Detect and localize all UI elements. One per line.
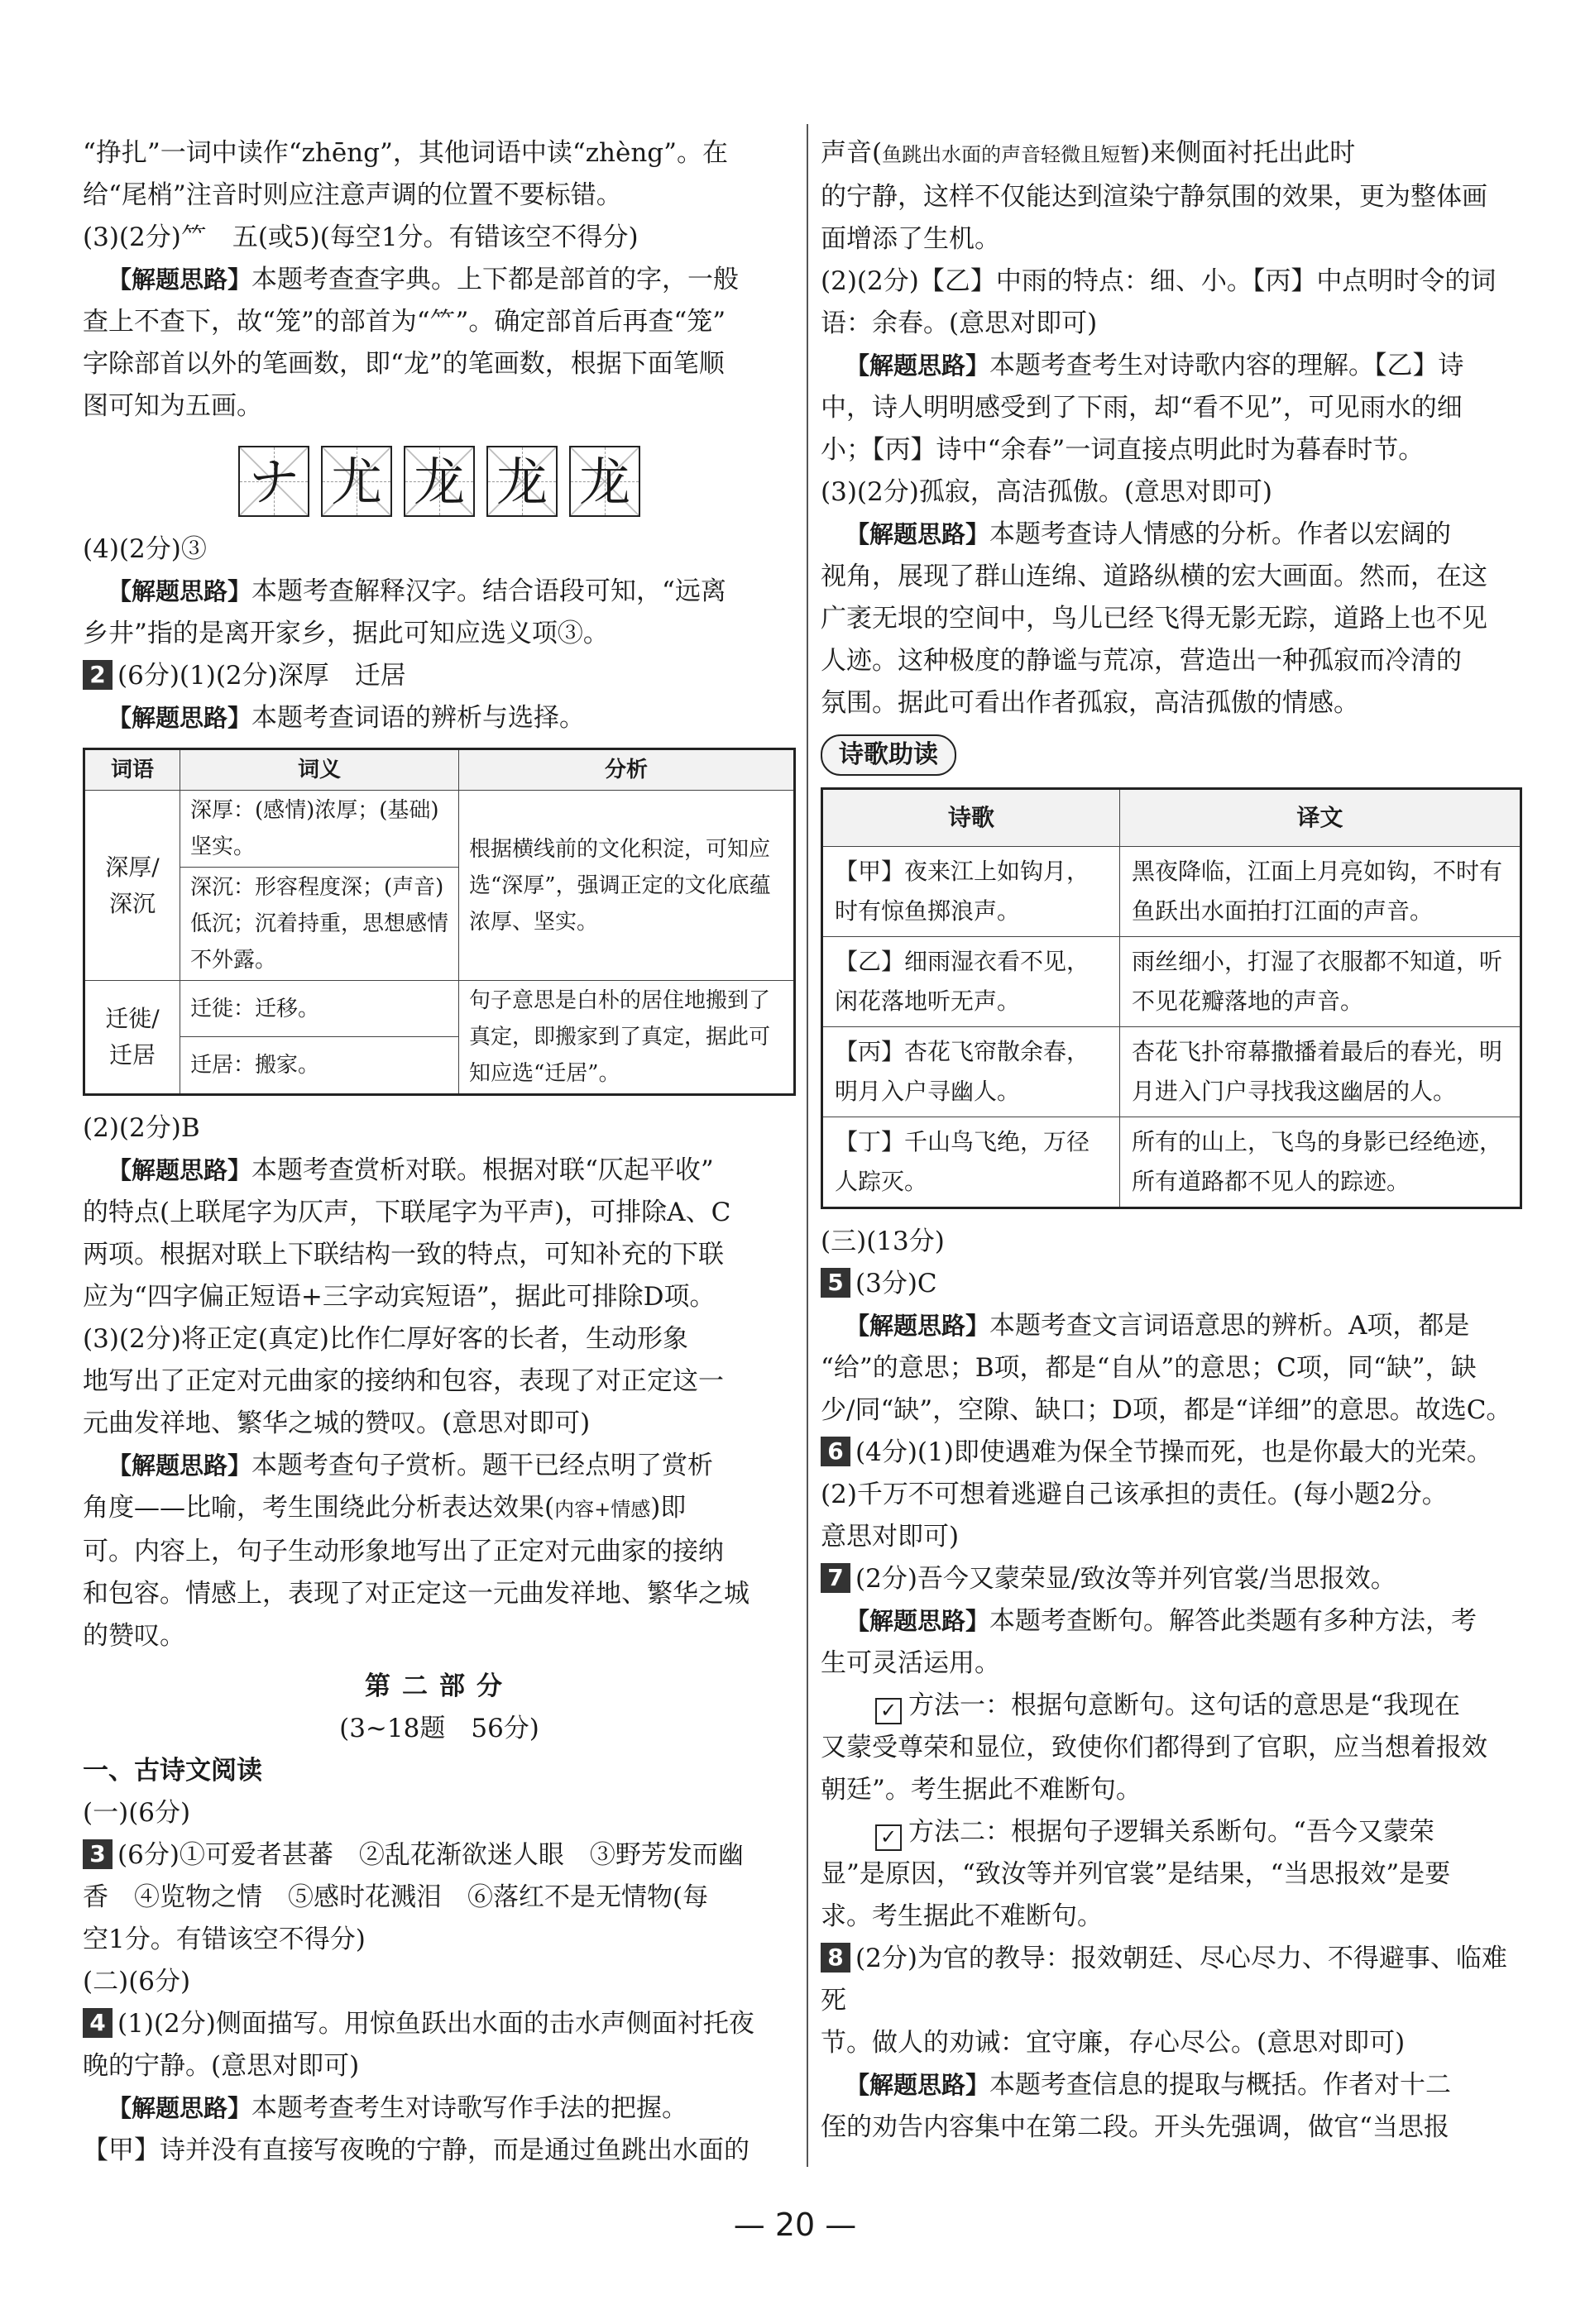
text-line: 查上不查下，故“笼”的部首为“⺮”。确定部首后再查“笼” (83, 307, 726, 337)
text-line: 可。内容上，句子生动形象地写出了正定对元曲家的接纳 (83, 1537, 724, 1566)
text-line: 显”是原因，“致汝等并列官裳”是结果，“当思报效”是要 (821, 1859, 1451, 1889)
table-cell: 【乙】细雨湿衣看不见，闲花落地听无声。 (822, 937, 1120, 1027)
text-line: 的赞叹。 (83, 1621, 185, 1651)
text-line: 氛围。据此可看出作者孤寂，高洁孤傲的情感。 (821, 688, 1359, 718)
text-line: 又蒙受尊荣和显位，致使你们都得到了官职，应当想着报效 (821, 1733, 1487, 1762)
text-line: 中，诗人明明感受到了下雨，却“看不见”，可见雨水的细 (821, 393, 1463, 423)
stroke-step: 龙 (569, 446, 640, 517)
text-line: 意思对即可) (821, 1522, 960, 1552)
stroke-step: ナ (238, 446, 309, 517)
text-line: “挣扎”一词中读作“zhēng”，其他词语中读“zhèng”。在 (83, 138, 728, 168)
stroke-step: 龙 (404, 446, 475, 517)
table-cell: 【丁】千山鸟飞绝，万径人踪灭。 (822, 1117, 1120, 1208)
question-5: 5 (3分)C (821, 1263, 1525, 1305)
text-line: 求。考生据此不难断句。 (821, 1901, 1103, 1931)
text-line: (3)(2分)将正定(真定)比作仁厚好客的长者，生动形象 (83, 1324, 689, 1354)
left-column (83, 132, 796, 2172)
analysis-paragraph: 【解题思路】本题考查赏析对联。根据对联“仄起平收” (108, 1155, 714, 1185)
table-cell: 迁徙：迁移。 (180, 981, 459, 1037)
table-cell: 【丙】杏花飞帘散余春，明月入户寻幽人。 (822, 1027, 1120, 1117)
method-paragraph: ✓ 方法一：根据句意断句。这句话的意思是“我现在 (821, 1685, 1525, 1727)
text-line: 晚的宁静。(意思对即可) (83, 2051, 360, 2081)
question-number: 4 (83, 2008, 113, 2038)
text-line: 乡井”指的是离开家乡，据此可知应选义项③。 (83, 619, 609, 648)
text-line: 人迹。这种极度的静谧与荒凉，营造出一种孤寂而冷清的 (821, 646, 1462, 676)
checkbox-icon: ✓ (875, 1698, 902, 1724)
question-number: 5 (821, 1268, 850, 1298)
text-line: (2)千万不可想着逃避自己该承担的责任。(每小题2分。 (821, 1480, 1448, 1509)
text-line: 空1分。有错该空不得分) (83, 1925, 366, 1954)
part-title: 第二部分 (365, 1671, 514, 1701)
text-line: 视角，展现了群山连绵、道路纵横的宏大画面。然而，在这 (821, 562, 1487, 591)
text-line: (3)(2分)孤寂，高洁孤傲。(意思对即可) (821, 477, 1273, 507)
question-8: 8 (2分)为官的教导：报效朝廷、尽心尽力、不得避事、临难死 (821, 1944, 1507, 2016)
table-header: 词语 (84, 749, 180, 791)
text-line: 角度——比喻，考生围绕此分析表达效果(内容+情感)即 (83, 1493, 687, 1523)
text-line: 广袤无垠的空间中，鸟儿已经飞得无影无踪，道路上也不见 (821, 604, 1487, 634)
analysis-tag: 【解题思路】 (108, 265, 252, 294)
question-4: 4 (1)(2分)侧面描写。用惊鱼跃出水面的击水声侧面衬托夜 (83, 2003, 796, 2045)
word-analysis-table (83, 748, 796, 1096)
table-cell: 雨丝细小，打湿了衣服都不知道，听不见花瓣落地的声音。 (1120, 937, 1521, 1027)
text-line: 图可知为五画。 (83, 391, 262, 421)
subsection-heading: (三)(13分) (821, 1227, 945, 1256)
text-line: 字除部首以外的笔画数，即“龙”的笔画数，根据下面笔顺 (83, 349, 725, 379)
text-line: (2)(2分)【乙】中雨的特点：细、小。【丙】中点明时令的词 (821, 266, 1497, 296)
text-line: 语：余春。(意思对即可) (821, 308, 1098, 338)
text-line: 少/同“缺”，空隙、缺口；D项，都是“详细”的意思。故选C。 (821, 1395, 1512, 1425)
text-line: 朝廷”。考生据此不难断句。 (821, 1775, 1142, 1805)
question-number: 2 (83, 660, 113, 690)
table-cell: 句子意思是白朴的居住地搬到了真定，即搬家到了真定，据此可知应选“迁居”。 (459, 981, 795, 1095)
text-line: 地写出了正定对元曲家的接纳和包容，表现了对正定这一 (83, 1366, 724, 1396)
analysis-paragraph: 【解题思路】本题考查考生对诗歌内容的理解。【乙】诗 (845, 351, 1464, 380)
section-heading: 一、古诗文阅读 (83, 1756, 262, 1786)
question-number: 8 (821, 1943, 850, 1973)
text-line: “给”的意思；B项，都是“自从”的意思；C项，同“缺”，缺 (821, 1353, 1477, 1383)
analysis-paragraph: 【解题思路】本题考查查字典。上下都是部首的字，一般 (108, 265, 740, 294)
text-line: 的特点(上联尾字为仄声，下联尾字为平声)，可排除A、C (83, 1198, 731, 1227)
poem-translation-table (821, 787, 1522, 1209)
text-line: 侄的劝告内容集中在第二段。开头先强调，做官“当思报 (821, 2112, 1449, 2142)
part-subtitle: (3~18题 56分) (339, 1714, 539, 1743)
question-7: 7 (2分)吾今又蒙荣显/致汝等并列官裳/当思报效。 (821, 1558, 1525, 1600)
analysis-paragraph: 【解题思路】本题考查句子赏析。题干已经点明了赏析 (108, 1451, 714, 1480)
text-line: (2)(2分)B (83, 1113, 200, 1143)
analysis-paragraph: 【解题思路】本题考查断句。解答此类题有多种方法，考 (845, 1606, 1477, 1636)
question-number: 7 (821, 1563, 850, 1593)
text-line: (3)(2分)⺮ 五(或5)(每空1分。有错该空不得分) (83, 222, 639, 252)
subsection-heading: (二)(6分) (83, 1967, 191, 1996)
text-line: 和包容。情感上，表现了对正定这一元曲发祥地、繁华之城 (83, 1579, 750, 1609)
text-line: 节。做人的劝诫：宜守廉，存心尽公。(意思对即可) (821, 2028, 1406, 2058)
table-header: 分析 (459, 749, 795, 791)
table-cell: 杏花飞扑帘幕撒播着最后的春光，明月进入门户寻找我这幽居的人。 (1120, 1027, 1521, 1117)
table-cell: 黑夜降临，江面上月亮如钩，不时有鱼跃出水面拍打江面的声音。 (1120, 847, 1521, 937)
column-divider (807, 124, 808, 2167)
table-header: 诗歌 (822, 789, 1120, 847)
analysis-paragraph: 【解题思路】本题考查诗人情感的分析。作者以宏阔的 (845, 519, 1452, 549)
table-cell: 迁居：搬家。 (180, 1037, 459, 1095)
question-6: 6 (4分)(1)即使遇难为保全节操而死，也是你最大的光荣。 (821, 1432, 1525, 1474)
checkbox-icon: ✓ (875, 1824, 902, 1851)
text-line: (4)(2分)③ (83, 534, 207, 564)
question-number: 6 (821, 1437, 850, 1466)
analysis-paragraph: 【解题思路】本题考查文言词语意思的辨析。A项，都是 (845, 1311, 1470, 1341)
text-line: 小；【丙】诗中“余春”一词直接点明此时为暮春时节。 (821, 435, 1425, 465)
analysis-paragraph: 【解题思路】本题考查信息的提取与概括。作者对十二 (845, 2070, 1452, 2100)
stroke-step: 龙 (486, 446, 558, 517)
table-cell: 根据横线前的文化积淀，可知应选“深厚”，强调正定的文化底蕴浓厚、坚实。 (459, 791, 795, 981)
text-line: 生可灵活运用。 (821, 1648, 1000, 1678)
table-header: 译文 (1120, 789, 1521, 847)
text-line: 面增添了生机。 (821, 224, 1000, 254)
table-cell: 深厚/深沉 (84, 791, 180, 981)
analysis-paragraph: 【解题思路】本题考查词语的辨析与选择。 (108, 703, 586, 733)
page-number: — 20 — (733, 2207, 857, 2243)
table-cell: 迁徙/迁居 (84, 981, 180, 1095)
text-line: 两项。根据对联上下联结构一致的特点，可知补充的下联 (83, 1240, 724, 1270)
text-line: 【甲】诗并没有直接写夜晚的宁静，而是通过鱼跳出水面的 (83, 2135, 750, 2165)
analysis-paragraph: 【解题思路】本题考查解释汉字。结合语段可知，“远离 (108, 576, 726, 606)
question-number: 3 (83, 1839, 113, 1869)
stroke-step: 尤 (321, 446, 392, 517)
table-cell: 深沉：形容程度深；(声音)低沉；沉着持重，思想感情不外露。 (180, 868, 459, 981)
table-header: 词义 (180, 749, 459, 791)
text-line: 给“尾梢”注音时则应注意声调的位置不要标错。 (83, 180, 622, 210)
question-2: 2 (6分)(1)(2分)深厚 迁居 (83, 655, 796, 697)
right-column (821, 132, 1525, 2149)
poem-help-title: 诗歌助读 (821, 734, 956, 776)
subsection-heading: (一)(6分) (83, 1798, 191, 1828)
table-cell: 深厚：(感情)浓厚；(基础)坚实。 (180, 791, 459, 868)
table-cell: 所有的山上，飞鸟的身影已经绝迹，所有道路都不见人的踪迹。 (1120, 1117, 1521, 1208)
stroke-order-figure (83, 446, 796, 517)
text-line: 香 ④览物之情 ⑤感时花溅泪 ⑥落红不是无情物(每 (83, 1882, 709, 1912)
question-3: 3 (6分)①可爱者甚蕃 ②乱花渐欲迷人眼 ③野芳发而幽 (83, 1834, 796, 1877)
text-line: 声音(鱼跳出水面的声音轻微且短暂)来侧面衬托出此时 (821, 138, 1356, 168)
text-line: 元曲发祥地、繁华之城的赞叹。(意思对即可) (83, 1408, 591, 1438)
table-cell: 【甲】夜来江上如钩月，时有惊鱼掷浪声。 (822, 847, 1120, 937)
text-line: 应为“四字偏正短语+三字动宾短语”，据此可排除D项。 (83, 1282, 716, 1312)
analysis-paragraph: 【解题思路】本题考查考生对诗歌写作手法的把握。 (108, 2093, 688, 2123)
method-paragraph: ✓ 方法二：根据句子逻辑关系断句。“吾今又蒙荣 (821, 1811, 1525, 1853)
text-line: 的宁静，这样不仅能达到渲染宁静氛围的效果，更为整体画 (821, 182, 1487, 212)
